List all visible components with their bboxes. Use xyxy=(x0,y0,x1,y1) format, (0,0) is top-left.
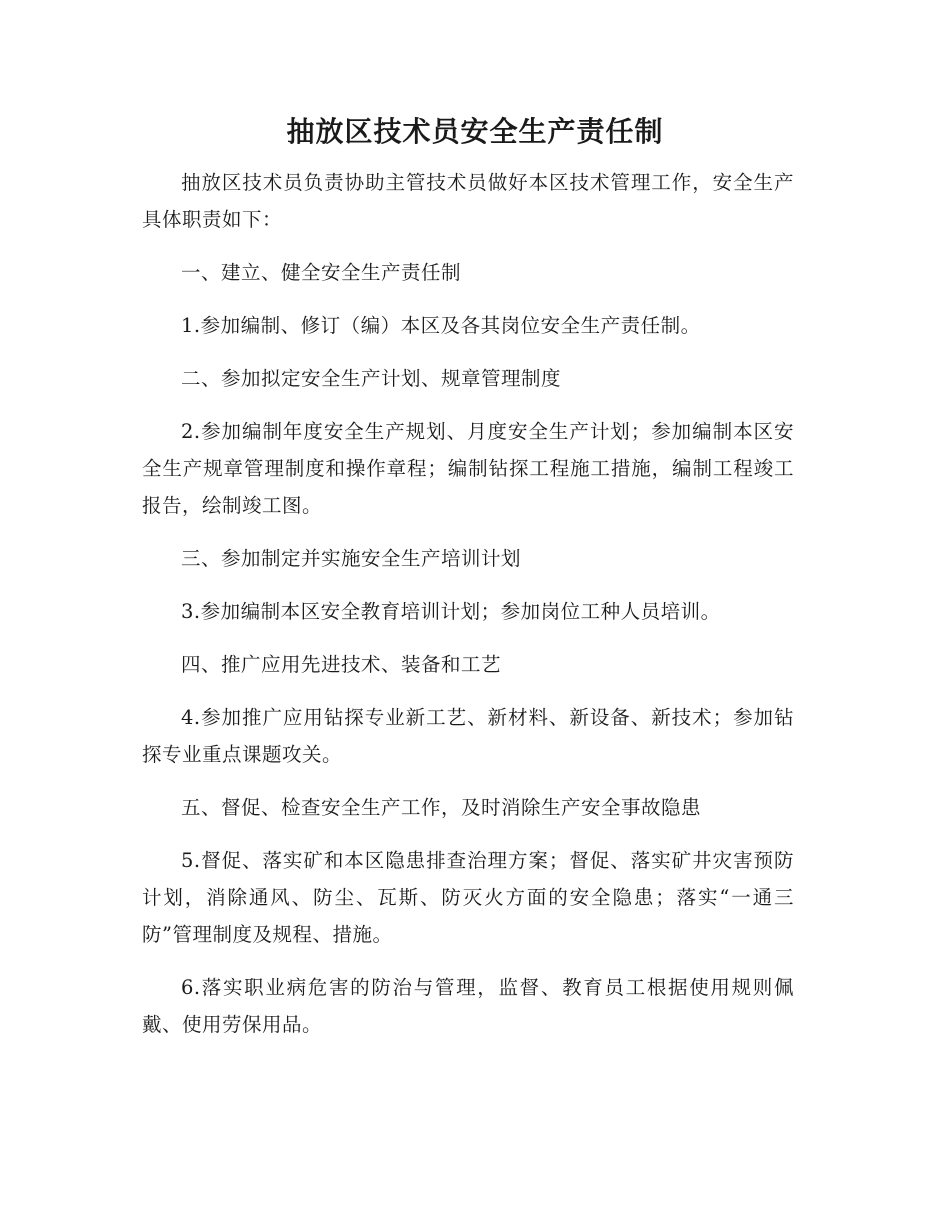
paragraph-item-2: 2.参加编制年度安全生产规划、月度安全生产计划；参加编制本区安全生产规章管理制度和操作章程；编制钻探工程施工措施，编制工程竣工报告，绘制竣工图。 xyxy=(142,420,794,517)
section-heading-2: 二、参加拟定安全生产计划、规章管理制度 xyxy=(181,367,562,390)
section-heading-5: 五、督促、检查安全生产工作，及时消除生产安全事故隐患 xyxy=(181,796,702,819)
section-heading-1: 一、建立、健全安全生产责任制 xyxy=(181,261,462,284)
paragraph-item-3: 3.参加编制本区安全教育培训计划；参加岗位工种人员培训。 xyxy=(181,600,721,623)
section-heading-4: 四、推广应用先进技术、装备和工艺 xyxy=(181,653,502,676)
paragraph-item-1: 1.参加编制、修订（编）本区及各其岗位安全生产责任制。 xyxy=(181,314,701,337)
paragraph-intro: 抽放区技术员负责协助主管技术员做好本区技术管理工作，安全生产具体职责如下： xyxy=(142,171,794,231)
paragraph-item-4: 4.参加推广应用钻探专业新工艺、新材料、新设备、新技术；参加钻探专业重点课题攻关。 xyxy=(142,706,794,766)
paragraph-item-5: 5.督促、落实矿和本区隐患排查治理方案；督促、落实矿井灾害预防计划，消除通风、防尘、瓦斯、防灭火方面的安全隐患；落实“一通三防”管理制度及规程、措施。 xyxy=(142,849,794,946)
document-body xyxy=(142,164,794,1059)
section-heading-3: 三、参加制定并实施安全生产培训计划 xyxy=(181,547,522,570)
document-title: 抽放区技术员安全生产责任制 xyxy=(286,115,664,148)
paragraph-item-6: 6.落实职业病危害的防治与管理，监督、教育员工根据使用规则佩戴、使用劳保用品。 xyxy=(142,976,794,1036)
